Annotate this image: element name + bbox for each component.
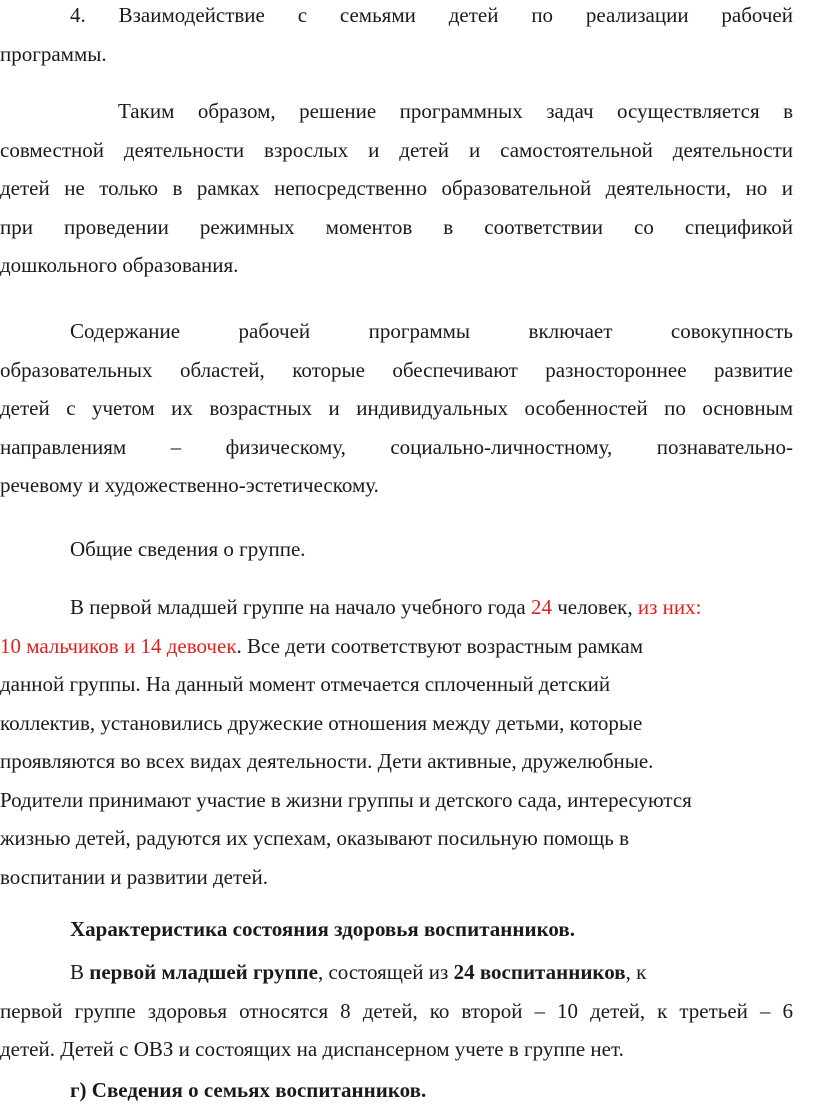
section-item-4 bbox=[0, 0, 793, 73]
pupils-count-bold: 24 воспитанников bbox=[453, 960, 626, 984]
summary-line-3: детей не только в рамках непосредственно образовательной деятельности, но и bbox=[0, 176, 793, 200]
group-info-heading bbox=[0, 530, 793, 569]
health-heading-text: Характеристика состояния здоровья воспитанников. bbox=[70, 917, 575, 941]
section-item-4-line-1: 4. Взаимодействие с семьями детей по реализации рабочей bbox=[70, 3, 793, 27]
group-description-line-4: коллектив, установились дружеские отношения между детьми, которые bbox=[0, 710, 643, 735]
health-intro-text: В bbox=[70, 960, 90, 984]
of-them-text: из них: bbox=[637, 595, 702, 619]
health-line-3: детей. Детей с ОВЗ и состоящих на диспансерном учете в группе нет. bbox=[0, 1037, 624, 1061]
program-content-line-3: детей с учетом их возрастных и индивидуальных особенностей по основным bbox=[0, 396, 793, 420]
children-unit-text: человек, bbox=[551, 595, 638, 619]
boys-girls-count: 10 мальчиков и 14 девочек bbox=[0, 633, 237, 658]
health-paragraph bbox=[0, 953, 793, 1069]
group-description-line-7: жизнью детей, радуются их успехам, оказывают посильную помощь в bbox=[0, 826, 630, 850]
age-frame-text: . Все дети соответствуют возрастным рамкам bbox=[236, 633, 644, 658]
summary-line-2: совместной деятельности взрослых и детей и самостоятельной деятельности bbox=[0, 137, 793, 162]
health-line-2: первой группе здоровья относятся 8 детей, ко второй – 10 детей, к третьей – 6 bbox=[0, 998, 793, 1023]
program-content-line-4: направлениям – физическому, социально-личностному, познавательно- bbox=[0, 434, 793, 459]
summary-line-4: при проведении режимных моментов в соответствии со спецификой bbox=[0, 214, 793, 239]
health-line-1-tail: , к bbox=[625, 960, 647, 984]
program-content-line-5: речевому и художественно-эстетическому. bbox=[0, 473, 379, 497]
summary-line-1: Таким образом, решение программных задач осуществляется в bbox=[118, 99, 793, 123]
families-heading-text: г) Сведения о семьях воспитанников. bbox=[70, 1078, 427, 1102]
group-name-bold: первой младшей группе bbox=[89, 960, 318, 984]
summary-line-5: дошкольного образования. bbox=[0, 253, 239, 277]
children-count: 24 bbox=[530, 595, 552, 619]
group-description-line-6: Родители принимают участие в жизни группы и детского сада, интересуются bbox=[0, 787, 692, 812]
program-content-paragraph bbox=[0, 312, 793, 505]
group-intro-text: В первой младшей группе на начало учебного года bbox=[70, 595, 531, 619]
group-description-paragraph bbox=[0, 588, 793, 896]
group-description-line-8: воспитании и развитии детей. bbox=[0, 864, 268, 889]
program-content-line-2: образовательных областей, которые обеспечивают разностороннее развитие bbox=[0, 357, 793, 382]
group-description-line-5: проявляются во всех видах деятельности. Дети активные, дружелюбные. bbox=[0, 749, 654, 773]
program-content-line-1: Содержание рабочей программы включает совокупность bbox=[70, 319, 793, 343]
group-description-line-2 bbox=[0, 627, 793, 666]
families-heading bbox=[0, 1071, 793, 1110]
section-item-4-line-2: программы. bbox=[0, 41, 107, 66]
summary-paragraph bbox=[0, 92, 793, 285]
group-description-line-1 bbox=[0, 588, 793, 627]
health-line-1 bbox=[0, 953, 793, 992]
health-heading bbox=[0, 910, 793, 949]
group-description-line-3: данной группы. На данный момент отмечается сплоченный детский bbox=[0, 672, 611, 696]
consisting-of-text: , состоящей из bbox=[317, 960, 454, 984]
group-info-heading-text: Общие сведения о группе. bbox=[70, 537, 306, 561]
